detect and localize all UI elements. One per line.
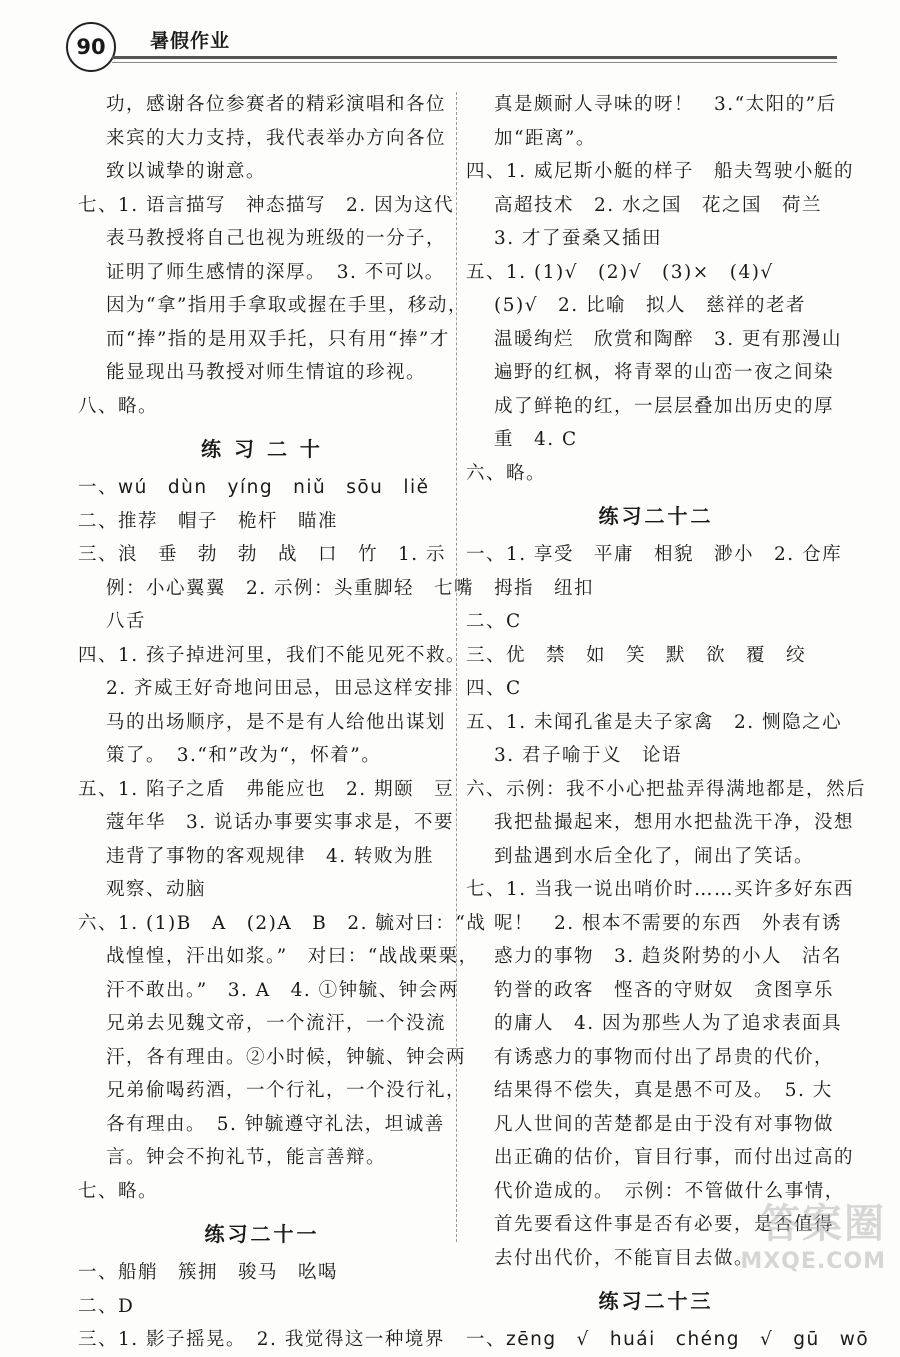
page-header <box>0 0 900 70</box>
answer-line: 八舌 <box>106 611 147 632</box>
header-rule-thin <box>112 62 837 63</box>
answer-line: 六、示例：我不小心把盐弄得满地都是，然后 <box>466 778 867 800</box>
answer-line: 表马教授将自己也视为班级的一分子， <box>106 228 447 249</box>
header-rule <box>112 56 837 59</box>
answer-line: 凡人世间的苦楚都是由于没有对事物做 <box>494 1113 835 1135</box>
answer-line: 首先要看这件事是否有必要，是否值得 <box>494 1214 835 1235</box>
answer-line: 战惶惶，汗出如浆。” 对曰：“战战栗栗， <box>106 946 479 967</box>
answer-line: 温暖绚烂 欣赏和陶醉 3. 更有那漫山 <box>494 328 843 350</box>
answer-line: 去付出代价，不能盲目去做。 <box>494 1247 755 1269</box>
answer-line: 出正确的估价，盲目行事，而付出过高的 <box>494 1147 855 1168</box>
answer-line: 证明了师生感情的深厚。 3. 不可以。 <box>106 261 445 283</box>
answer-line: 真是颇耐人寻味的呀！ 3.“太阳的”后 <box>494 94 837 115</box>
page-number: 90 <box>66 22 116 72</box>
watermark-logo: 答案圈 MXQE.COM <box>740 1201 886 1274</box>
answer-line: 三、1. 影子摇晃。 2. 我觉得这一种境界 <box>78 1329 445 1350</box>
answer-line: 二、推荐 帽子 桅杆 瞄准 <box>78 510 339 532</box>
answer-line: 而“捧”指的是用双手托，只有用“捧”才 <box>106 328 450 350</box>
answer-line: 3. 才了蚕桑又插田 <box>494 228 663 249</box>
pinyin-answer-line: 一、zēng √ huái chéng √ gū wō <box>466 1329 870 1350</box>
answer-line: 汗不敢出。” 3. A 4. ①钟毓、钟会两 <box>106 979 459 1001</box>
answer-line: 功，感谢各位参赛者的精彩演唱和各位 <box>106 94 447 115</box>
section-title: 练 习 二 十 <box>201 437 323 461</box>
answer-line: 来宾的大力支持，我代表举办方向各位 <box>106 127 447 149</box>
answer-line: 七、1. 语言描写 神态描写 2. 因为这代 <box>78 194 455 216</box>
answer-line: 蔻年华 3. 说话办事要实事求是，不要 <box>106 812 455 833</box>
answer-line: 成了鲜艳的红，一层层叠加出历史的厚 <box>494 395 835 417</box>
answer-line: 策了。 3.“和”改为“，怀着”。 <box>106 745 382 766</box>
answer-line: 我把盐撮起来，想用水把盐洗干净，没想 <box>494 812 855 833</box>
column-divider <box>456 92 457 1242</box>
answer-line: 二、C <box>466 611 522 632</box>
answer-line: 3. 君子喻于义 论语 <box>494 745 683 766</box>
answer-line: 致以诚挚的谢意。 <box>106 161 267 182</box>
answer-line: 例：小心翼翼 2. 示例：头重脚轻 七嘴 <box>106 577 475 599</box>
answer-line: 三、优 禁 如 笑 默 欲 覆 绞 <box>466 644 807 666</box>
answer-line: 八、略。 <box>78 395 159 417</box>
answer-line: 加“距离”。 <box>494 127 596 149</box>
answer-line: 各有理由。 5. 钟毓遵守礼法，坦诚善 <box>106 1113 445 1135</box>
answer-line: 五、1. 陷子之盾 弗能应也 2. 期颐 豆 <box>78 778 455 800</box>
answer-line: 重 4. C <box>494 429 578 450</box>
right-column <box>466 88 870 1357</box>
answer-line: 五、1. 未闻孔雀是夫子家禽 2. 恻隐之心 <box>466 711 843 733</box>
answer-line: 高超技术 2. 水之国 花之国 荷兰 <box>494 194 823 216</box>
left-column <box>78 88 487 1357</box>
answer-line: 到盐遇到水后全化了，闹出了笑话。 <box>494 845 815 867</box>
answer-line: 兄弟去见魏文帝，一个流汗，一个没流 <box>106 1013 447 1034</box>
answer-line: 钓誉的政客 悭吝的守财奴 贪图享乐 <box>494 979 835 1001</box>
answer-line: 一、船艄 簇拥 骏马 吆喝 <box>78 1262 339 1283</box>
answer-line: 呢！ 2. 根本不需要的东西 外表有诱 <box>494 912 843 934</box>
answer-line: 六、略。 <box>466 462 547 484</box>
answer-line: 能显现出马教授对师生情谊的珍视。 <box>106 362 427 383</box>
answer-line: 有诱惑力的事物而付出了昂贵的代价， <box>494 1046 835 1068</box>
answer-line: 四、1. 孩子掉进河里，我们不能见死不救。 <box>78 644 467 666</box>
answer-line: 六、1. (1)B A (2)A B 2. 毓对曰：“战 <box>78 912 487 934</box>
answer-line: 一、1. 享受 平庸 相貌 渺小 2. 仓库 <box>466 544 843 565</box>
answer-line: 2. 齐威王好奇地问田忌，田忌这样安排 <box>106 678 455 699</box>
answer-line: 马的出场顺序，是不是有人给他出谋划 <box>106 711 447 733</box>
answer-line: 遍野的红枫，将青翠的山峦一夜之间染 <box>494 362 835 383</box>
answer-line: 兄弟偷喝药酒，一个行礼，一个没行礼， <box>106 1080 467 1101</box>
section-title: 练习二十二 <box>598 504 714 528</box>
answer-line: 七、1. 当我一说出哨价时……买许多好东西 <box>466 879 855 900</box>
answer-line: 惑力的事物 3. 趋炎附势的小人 沽名 <box>494 946 843 967</box>
answer-line: 四、1. 威尼斯小艇的样子 船夫驾驶小艇的 <box>466 161 855 182</box>
answer-line: 代价造成的。 示例：不管做什么事情， <box>494 1180 845 1202</box>
answer-line: 违背了事物的客观规律 4. 转败为胜 <box>106 845 435 867</box>
header-title: 暑假作业 <box>150 30 231 52</box>
section-title: 练习二十三 <box>598 1289 714 1313</box>
answer-line: 七、略。 <box>78 1180 159 1202</box>
answer-line: 汗，各有理由。②小时候，钟毓、钟会两 <box>106 1046 467 1068</box>
answer-line: (5)√ 2. 比喻 拟人 慈祥的老者 <box>494 295 807 316</box>
answer-line: 言。钟会不拘礼节，能言善辩。 <box>106 1147 387 1168</box>
answer-line: 三、浪 垂 勃 勃 战 口 竹 1. 示 <box>78 544 447 565</box>
answer-line: 因为“拿”指用手拿取或握在手里，移动， <box>106 295 468 316</box>
answer-line: 拇指 纽扣 <box>494 577 595 599</box>
answer-line: 观察、动脑 <box>106 879 207 900</box>
answer-line: 的庸人 4. 因为那些人为了追求表面具 <box>494 1013 843 1034</box>
answer-line: 四、C <box>466 678 522 699</box>
answer-line: 五、1. (1)√ (2)√ (3)× (4)√ <box>466 261 774 283</box>
answer-line: 二、D <box>78 1295 135 1317</box>
answer-line: 结果得不偿失，真是愚不可及。 5. 大 <box>494 1080 833 1101</box>
pinyin-answer-line: 一、wú dùn yíng niǔ sōu liě <box>78 477 430 498</box>
section-title: 练习二十一 <box>204 1222 320 1246</box>
